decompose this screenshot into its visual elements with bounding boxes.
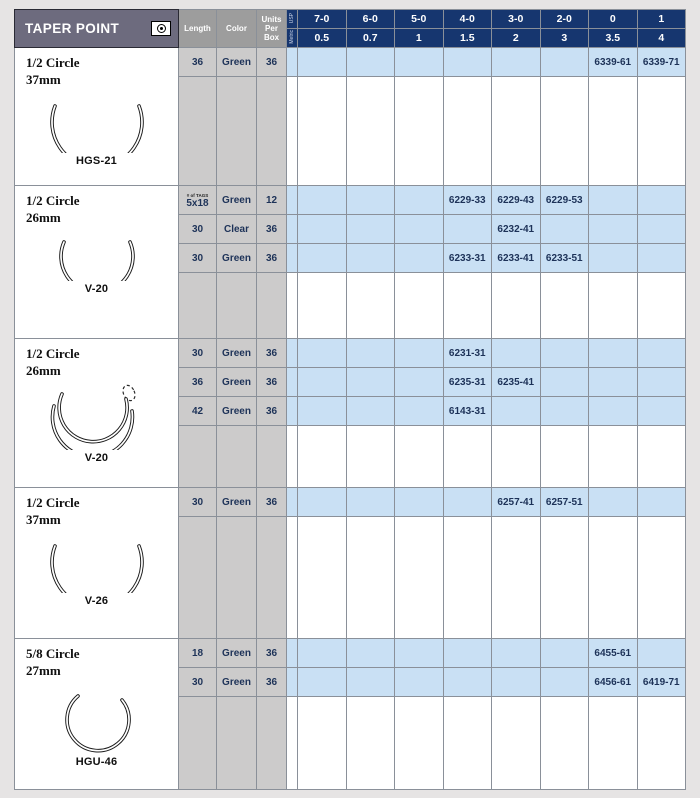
catalog-number-cell <box>395 186 444 215</box>
catalog-number-cell <box>346 368 395 397</box>
catalog-number-cell <box>637 639 686 668</box>
units-cell: 36 <box>257 339 287 368</box>
spacer-cell <box>287 48 298 77</box>
units-column-header: Units Per Box <box>257 10 287 48</box>
catalog-number-cell: 6235-41 <box>492 368 541 397</box>
catalog-number-cell <box>492 339 541 368</box>
spacer-cell <box>287 186 298 215</box>
spacer-cell <box>287 668 298 697</box>
catalog-number-cell <box>346 397 395 426</box>
length-cell: 30 <box>179 668 217 697</box>
catalog-number-cell <box>395 368 444 397</box>
length-cell: 36 <box>179 368 217 397</box>
catalog-number-cell: 6339-71 <box>637 48 686 77</box>
catalog-number-cell <box>443 488 492 517</box>
catalog-number-cell: 6233-31 <box>443 244 492 273</box>
spacer-cell <box>287 368 298 397</box>
catalog-number-cell <box>346 488 395 517</box>
catalog-number-cell <box>298 488 347 517</box>
catalog-number-cell <box>346 639 395 668</box>
needle-shape-label: 1/2 Circle 37mm <box>26 495 80 527</box>
usp-size-header: 5-0 <box>395 10 444 29</box>
catalog-number-cell <box>589 186 638 215</box>
catalog-number-cell <box>298 668 347 697</box>
needle-code-label: HGU-46 <box>75 755 118 768</box>
usp-label: USP <box>287 10 298 29</box>
catalog-number-cell <box>298 368 347 397</box>
needle-code-label: V-26 <box>84 594 109 607</box>
catalog-number-cell <box>540 639 589 668</box>
usp-size-header: 6-0 <box>346 10 395 29</box>
length-cell: 30 <box>179 339 217 368</box>
metric-size-header: 0.7 <box>346 29 395 48</box>
catalog-number-cell: 6339-61 <box>589 48 638 77</box>
length-cell: 30 <box>179 215 217 244</box>
catalog-number-cell <box>637 244 686 273</box>
catalog-number-cell: 6235-31 <box>443 368 492 397</box>
catalog-number-cell <box>395 244 444 273</box>
catalog-number-cell: 6143-31 <box>443 397 492 426</box>
length-cell: 36 <box>179 48 217 77</box>
catalog-number-cell <box>492 48 541 77</box>
units-cell: 36 <box>257 215 287 244</box>
product-row <box>15 488 686 517</box>
product-row <box>15 339 686 368</box>
length-column-header: Length <box>179 10 217 48</box>
color-cell: Green <box>217 244 257 273</box>
length-cell: 30 <box>179 244 217 273</box>
catalog-number-cell <box>540 339 589 368</box>
needle-code-label: V-20 <box>84 451 109 464</box>
units-cell: 36 <box>257 488 287 517</box>
catalog-number-cell <box>298 639 347 668</box>
catalog-number-cell: 6257-41 <box>492 488 541 517</box>
catalog-number-cell <box>395 397 444 426</box>
catalog-number-cell: 6229-53 <box>540 186 589 215</box>
length-cell: 42 <box>179 397 217 426</box>
color-cell: Green <box>217 48 257 77</box>
catalog-number-cell <box>492 397 541 426</box>
metric-size-header: 0.5 <box>298 29 347 48</box>
usp-size-header: 4-0 <box>443 10 492 29</box>
product-section-label <box>15 48 179 186</box>
section-banner <box>15 10 179 48</box>
catalog-number-cell <box>395 639 444 668</box>
length-cell: 18 <box>179 639 217 668</box>
half-circle-needle-icon <box>22 91 172 153</box>
catalog-number-cell <box>492 668 541 697</box>
units-cell: 36 <box>257 639 287 668</box>
catalog-number-cell <box>346 339 395 368</box>
catalog-number-cell <box>346 186 395 215</box>
catalog-number-cell <box>589 397 638 426</box>
double-armed-needle-icon <box>22 382 172 450</box>
product-section-label <box>15 639 179 790</box>
color-cell: Green <box>217 668 257 697</box>
catalog-number-cell <box>637 215 686 244</box>
catalog-number-cell: 6229-43 <box>492 186 541 215</box>
catalog-number-cell <box>395 339 444 368</box>
metric-size-header: 3.5 <box>589 29 638 48</box>
product-row <box>15 186 686 215</box>
half-circle-needle-icon <box>22 229 172 281</box>
usp-size-header: 7-0 <box>298 10 347 29</box>
spacer-cell <box>287 215 298 244</box>
catalog-number-cell <box>395 488 444 517</box>
catalog-number-cell <box>589 368 638 397</box>
catalog-number-cell <box>346 48 395 77</box>
catalog-number-cell <box>637 368 686 397</box>
catalog-number-cell <box>589 244 638 273</box>
catalog-number-cell: 6231-31 <box>443 339 492 368</box>
catalog-number-cell <box>637 186 686 215</box>
product-row <box>15 48 686 77</box>
catalog-number-cell <box>637 488 686 517</box>
catalog-number-cell <box>346 668 395 697</box>
metric-size-header: 2 <box>492 29 541 48</box>
needle-code-label: HGS-21 <box>76 154 117 167</box>
spacer-cell <box>287 397 298 426</box>
spacer-cell <box>287 244 298 273</box>
metric-label: Metric <box>287 29 298 48</box>
color-column-header: Color <box>217 10 257 48</box>
catalog-number-cell <box>637 397 686 426</box>
catalog-number-cell <box>298 397 347 426</box>
catalog-number-cell: 6232-41 <box>492 215 541 244</box>
metric-size-header: 3 <box>540 29 589 48</box>
catalog-number-cell: 6233-41 <box>492 244 541 273</box>
product-row <box>15 639 686 668</box>
taper-point-catalog-table <box>14 9 686 790</box>
spacer-cell <box>287 488 298 517</box>
color-cell: Green <box>217 397 257 426</box>
units-cell: 12 <box>257 186 287 215</box>
metric-size-header: 4 <box>637 29 686 48</box>
catalog-number-cell <box>589 488 638 517</box>
needle-shape-label: 1/2 Circle 37mm <box>26 55 80 87</box>
catalog-number-cell: 6456-61 <box>589 668 638 697</box>
needle-shape-label: 5/8 Circle 27mm <box>26 646 80 678</box>
catalog-number-cell <box>540 48 589 77</box>
spacer-cell <box>287 639 298 668</box>
units-cell: 36 <box>257 368 287 397</box>
catalog-number-cell <box>540 668 589 697</box>
five-eighths-circle-needle-icon <box>22 682 172 754</box>
catalog-number-cell <box>540 215 589 244</box>
color-cell: Green <box>217 186 257 215</box>
catalog-number-cell <box>298 48 347 77</box>
catalog-number-cell <box>540 368 589 397</box>
catalog-number-cell <box>589 339 638 368</box>
usp-size-header: 1 <box>637 10 686 29</box>
catalog-number-cell <box>443 639 492 668</box>
catalog-number-cell: 6455-61 <box>589 639 638 668</box>
catalog-number-cell <box>443 215 492 244</box>
usp-size-header: 0 <box>589 10 638 29</box>
catalog-number-cell <box>637 339 686 368</box>
catalog-number-cell <box>346 244 395 273</box>
usp-size-header: 2-0 <box>540 10 589 29</box>
product-section-label <box>15 488 179 639</box>
catalog-number-cell <box>492 639 541 668</box>
catalog-number-cell <box>589 215 638 244</box>
needle-shape-label: 1/2 Circle 26mm <box>26 346 80 378</box>
half-circle-needle-icon <box>22 531 172 593</box>
units-cell: 36 <box>257 397 287 426</box>
metric-size-header: 1 <box>395 29 444 48</box>
taper-point-symbol-icon <box>151 21 171 36</box>
catalog-number-cell <box>443 668 492 697</box>
catalog-number-cell: 6419-71 <box>637 668 686 697</box>
catalog-number-cell <box>395 215 444 244</box>
catalog-number-cell <box>395 48 444 77</box>
product-section-label <box>15 186 179 339</box>
catalog-number-cell <box>346 215 395 244</box>
product-section-label <box>15 339 179 488</box>
color-cell: Green <box>217 488 257 517</box>
color-cell: Green <box>217 339 257 368</box>
color-cell: Green <box>217 368 257 397</box>
catalog-number-cell: 6233-51 <box>540 244 589 273</box>
catalog-number-cell: 6257-51 <box>540 488 589 517</box>
spacer-cell <box>287 339 298 368</box>
header-row-usp <box>15 10 686 29</box>
color-cell: Green <box>217 639 257 668</box>
catalog-number-cell: 6229-33 <box>443 186 492 215</box>
page-title: TAPER POINT <box>25 21 120 36</box>
units-cell: 36 <box>257 668 287 697</box>
needle-code-label: V-20 <box>84 282 109 295</box>
units-cell: 36 <box>257 48 287 77</box>
units-cell: 36 <box>257 244 287 273</box>
length-cell: 30 <box>179 488 217 517</box>
metric-size-header: 1.5 <box>443 29 492 48</box>
length-cell: # of TAGS 5x18 <box>179 186 217 215</box>
catalog-number-cell <box>395 668 444 697</box>
needle-shape-label: 1/2 Circle 26mm <box>26 193 80 225</box>
length-note: # of TAGS <box>186 192 209 198</box>
catalog-number-cell <box>298 339 347 368</box>
color-cell: Clear <box>217 215 257 244</box>
catalog-number-cell <box>298 186 347 215</box>
catalog-number-cell <box>540 397 589 426</box>
catalog-number-cell <box>298 215 347 244</box>
catalog-number-cell <box>443 48 492 77</box>
catalog-number-cell <box>298 244 347 273</box>
usp-size-header: 3-0 <box>492 10 541 29</box>
